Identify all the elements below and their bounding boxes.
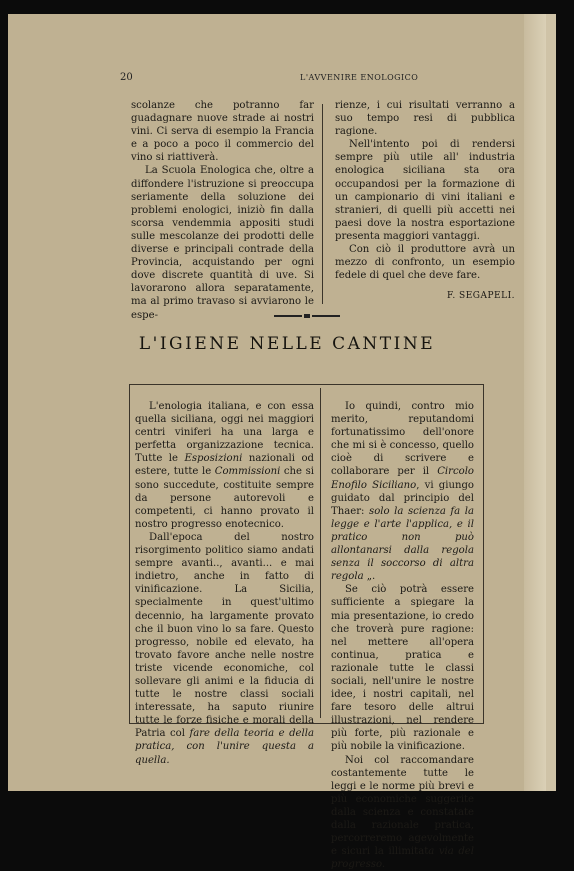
- column-divider: [322, 104, 323, 304]
- paragraph: Nell'intento poi di rendersi sempre più utile all' industria enologica siciliana sta ora occupandosi per la formazione di un campionario di vini italiani e stranieri, di quelli più accetti nei paesi dove la nostra esportazione presenta maggiori vantaggi.: [335, 139, 515, 242]
- paragraph: scolanze che potranno far guadagnare nuove strade ai nostri vini. Ci serva di esempio la Francia e a poco a poco il commercio del vino si riattiverà.: [131, 100, 314, 164]
- page-header: [120, 72, 510, 86]
- column-divider: [320, 388, 321, 718]
- journal-title: L'AVVENIRE ENOLOGICO: [300, 73, 419, 82]
- paragraph: Noi col raccomandare costantemente tutte le leggi e le norme più brevi e più economiche suggerite dalla scienza e constatate dalla razionale pratica, percorreremo agevolmente e sicuri la illimitata via del progresso.: [331, 754, 474, 871]
- page-edge: [524, 14, 546, 791]
- top-left-column: [131, 99, 314, 322]
- page-number: 20: [120, 72, 133, 83]
- section-title: L'IGIENE NELLE CANTINE: [138, 334, 436, 354]
- ornament-rule: [274, 314, 340, 318]
- paragraph: Se ciò potrà essere sufficiente a spiegare la mia presentazione, io credo che troverà pure ragione: nel mettere all'opera continua, pratica e razionale tutte le classi sociali, nell'unire le nostre idee, i nostri capitali, nel fare tesoro delle altrui illustrazioni, nel rendere più forte, più razionale e più nobile la vinificazione.: [331, 584, 474, 753]
- bottom-right-column: [331, 400, 474, 871]
- paragraph: Con ciò il produttore avrà un mezzo di confronto, un esempio fedele di quel che deve fare.: [335, 244, 515, 282]
- bottom-left-column: [135, 400, 314, 767]
- paragraph: Dall'epoca del nostro risorgimento politico siamo andati sempre avanti.., avanti... e mai indietro, anche in fatto di vinificazione. La Sicilia, specialmente in quest'ultimo decennio, ha largamente provato che il buon vino lo sa fare. Questo progresso, nobile ed elevato, ha trovato favore anche nelle nostre triste vicende economiche, col sollevare gli animi e la fiducia di tutte le nostre classi sociali interessate, ha saputo riunire tutte le forze fisiche e morali della Patria col fare della teoria e della pratica, con l'unire questa a quella.: [135, 531, 314, 766]
- paragraph: rienze, i cui risultati verranno a suo tempo resi di pubblica ragione.: [335, 100, 515, 138]
- paragraph: L'enologia italiana, e con essa quella siciliana, oggi nei maggiori centri viniferi ha una larga e perfetta organizzazione tecnica. Tutte le Esposizioni nazionali od estere, tutte le Commissioni che si sono succedute, costituite sempre da persone autorevoli e competenti, ci hanno provato il nostro progresso enotecnico.: [135, 401, 314, 530]
- top-right-column: [335, 99, 515, 303]
- paragraph: Io quindi, contro mio merito, reputandomi fortunatissimo dell'onore che mi si è concesso, quello cioè di scrivere e collaborare per il Circolo Enofilo Siciliano, vi giungo guidato dal principio del Thaer: solo la scienza fa la legge e l'arte l'applica, e il pratico non può allontanarsi dalla regola senza il soccorso di altra regola „.: [331, 401, 474, 583]
- author-signature: F. SEGAPELI.: [446, 291, 515, 302]
- paragraph: La Scuola Enologica che, oltre a diffondere l'istruzione si preoccupa seriamente della soluzione dei problemi enologici, iniziò fin dalla scorsa vendemmia appositi studi sulle mescolanze dei prodotti delle diverse e principali contrade della Provincia, acquistando per ogni dove discrete quantità di uve. Si lavorarono allora separatamente, ma al primo travaso si avviarono le espe-: [131, 165, 314, 321]
